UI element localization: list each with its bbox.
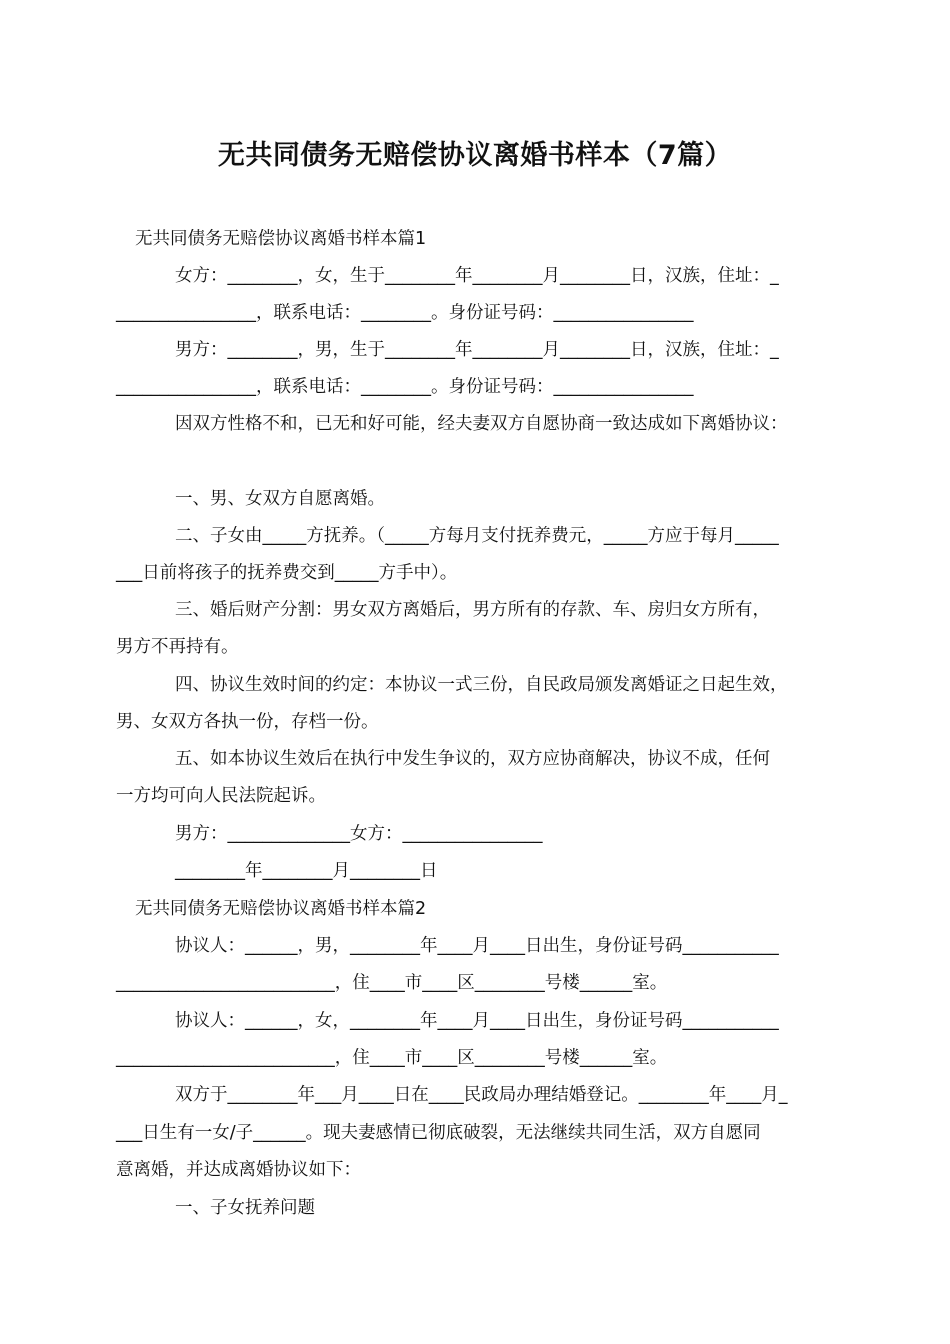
female-info-line-2: ________________，联系电话：________。身份证号码：________________ xyxy=(116,303,694,323)
marriage-line-2: ___日生有一女/子______。现夫妻感情已彻底破裂，无法继续共同生活，双方自愿同 xyxy=(116,1123,761,1143)
clause-2-line-1: 二、子女由_____方抚养。（_____方每月支付抚养费元，_____方应于每月_____ xyxy=(175,526,779,546)
male-info-line-1: 男方：________，男，生于________年________月________日，汉族，住址：_ xyxy=(175,340,779,360)
date-line: ________年________月________日 xyxy=(175,861,438,881)
marriage-line-1: 双方于________年___月____日在____民政局办理结婚登记。________年____月_ xyxy=(175,1085,788,1105)
section-heading-1: 无共同债务无赔偿协议离婚书样本篇1 xyxy=(135,229,427,249)
clause-1: 一、男、女双方自愿离婚。 xyxy=(175,489,385,509)
party-2-line-2: _________________________，住____市____区________号楼______室。 xyxy=(116,1048,668,1068)
document-title: 无共同债务无赔偿协议离婚书样本（7篇） xyxy=(217,140,733,171)
clause-5-line-2: 一方均可向人民法院起诉。 xyxy=(116,786,326,806)
clause-3-line-2: 男方不再持有。 xyxy=(116,637,239,657)
section-2-clause-1: 一、子女抚养问题 xyxy=(175,1198,315,1218)
clause-5-line-1: 五、如本协议生效后在执行中发生争议的，双方应协商解决，协议不成，任何 xyxy=(175,749,770,769)
female-info-line-1: 女方：________，女，生于________年________月________日，汉族，住址：_ xyxy=(175,266,779,286)
section-heading-2: 无共同债务无赔偿协议离婚书样本篇2 xyxy=(135,899,427,919)
clause-4-line-2: 男、女双方各执一份，存档一份。 xyxy=(116,712,379,732)
clause-3-line-1: 三、婚后财产分割：男女双方离婚后，男方所有的存款、车、房归女方所有， xyxy=(175,600,770,620)
clause-2-line-2: ___日前将孩子的抚养费交到_____方手中）。 xyxy=(116,563,458,583)
signature-line: 男方：______________女方：________________ xyxy=(175,824,543,844)
party-1-line-2: _________________________，住____市____区________号楼______室。 xyxy=(116,973,668,993)
clause-4-line-1: 四、协议生效时间的约定：本协议一式三份，自民政局颁发离婚证之日起生效， xyxy=(175,675,788,695)
male-info-line-2: ________________，联系电话：________。身份证号码：________________ xyxy=(116,377,694,397)
party-1-line-1: 协议人：______，男，________年____月____日出生，身份证号码___________ xyxy=(175,936,779,956)
agreement-intro: 因双方性格不和，已无和好可能，经夫妻双方自愿协商一致达成如下离婚协议： xyxy=(175,414,788,434)
marriage-line-3: 意离婚，并达成离婚协议如下： xyxy=(116,1160,361,1180)
party-2-line-1: 协议人：______，女，________年____月____日出生，身份证号码___________ xyxy=(175,1011,779,1031)
